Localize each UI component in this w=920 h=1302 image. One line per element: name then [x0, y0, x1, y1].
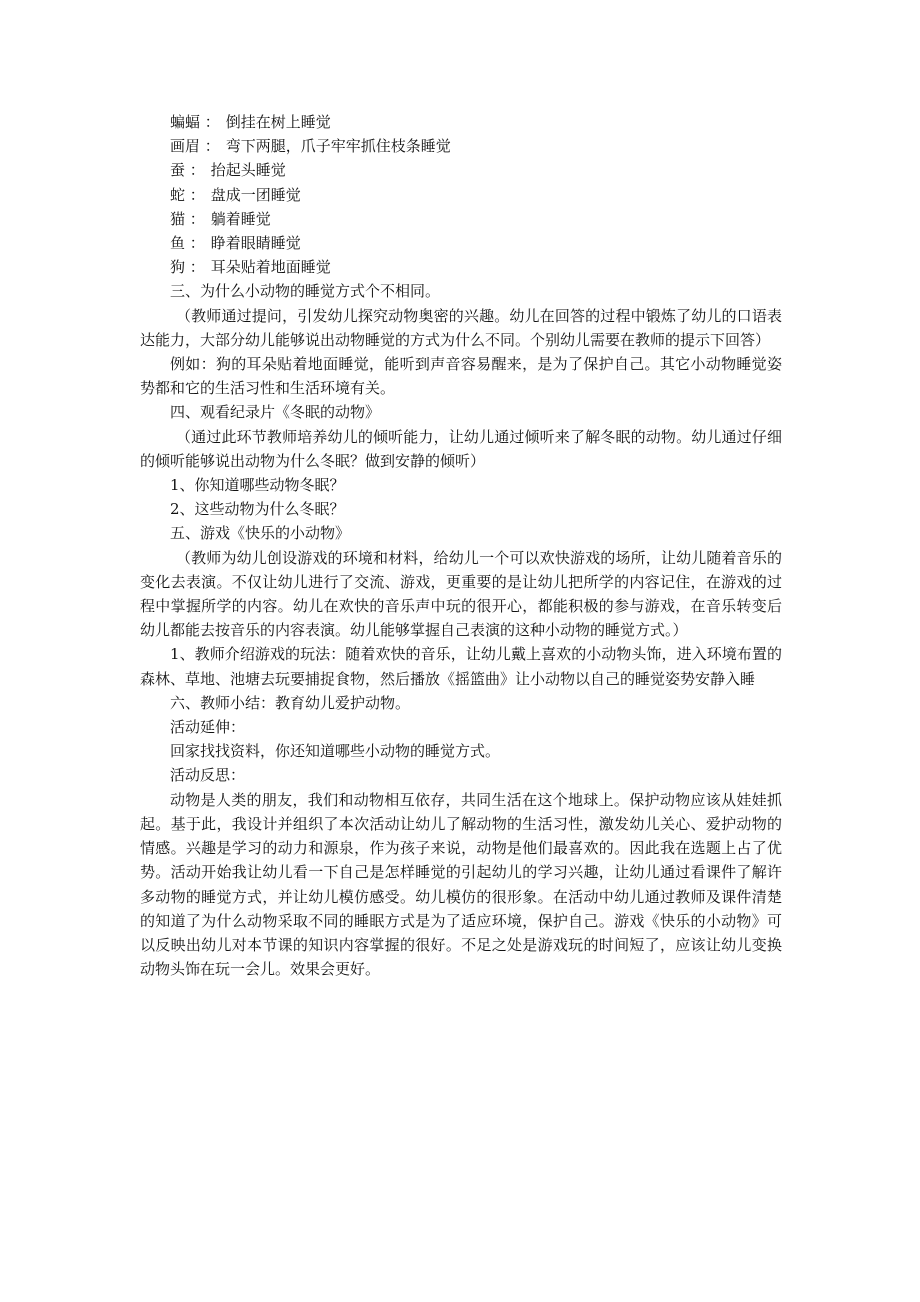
section-4-question-2: 2、这些动物为什么冬眠？ [170, 500, 345, 519]
section-5-step-1: 1、教师介绍游戏的玩法：随着欢快的音乐，让幼儿戴上喜欢的小动物头饰，进入环境布置的森林、草地、池塘去玩要捕捉食物，然后播放《摇篮曲》让小动物以自己的睡觉姿势安静入睡 [140, 645, 782, 688]
reflection-text: 动物是人类的朋友，我们和动物相互依存，共同生活在这个地球上。保护动物应该从娃娃抓起。基于此，我设计并组织了本次活动让幼儿了解动物的生活习性，激发幼儿关心、爱护动物的情感。兴趣是学习的动力和源泉，作为孩子来说，动物是他们最喜欢的。因此我在选题上占了优势。活动开始我让幼儿看一下自己是怎样睡觉的引起幼儿的学习兴趣，让幼儿通过看课件了解许多动物的睡觉方式，并让幼儿模仿感受。幼儿模仿的很形象。在活动中幼儿通过教师及课件清楚的知道了为什么动物采取不同的睡眠方式是为了适应环境，保护自己。游戏《快乐的小动物》可以反映出幼儿对本节课的知识内容掌握的很好。不足之处是游戏玩的时间短了，应该让幼儿变换动物头饰在玩一会儿。效果会更好。 [140, 790, 782, 979]
animal-item-bat [140, 110, 782, 134]
reflection-heading: 活动反思： [170, 766, 246, 785]
animal-sep: ： [185, 161, 205, 180]
animal-item-snake [140, 183, 782, 207]
animal-name: 蝙蝠 [170, 113, 201, 131]
animal-desc: 弯下两腿，爪子牢牢抓住枝条睡觉 [225, 137, 451, 156]
animal-desc: 盘成一团睡觉 [210, 185, 301, 204]
extension-heading: 活动延伸： [170, 718, 246, 737]
animal-name: 鱼 [170, 234, 186, 253]
animal-desc: 躺着睡觉 [210, 209, 271, 228]
animal-name: 画眉 [170, 137, 201, 156]
animal-sep: ： [185, 258, 205, 277]
section-4-heading: 四、观看纪录片《冬眠的动物》 [170, 403, 381, 422]
animal-item-cat [140, 207, 782, 231]
section-4-question-1: 1、你知道哪些动物冬眠？ [170, 476, 345, 495]
section-5-note: （教师为幼儿创设游戏的环境和材料，给幼儿一个可以欢快游戏的场所，让幼儿随着音乐的变化去表演。不仅让幼儿进行了交流、游戏，更重要的是让幼儿把所学的内容记住，在游戏的过程中掌握所学的内容。幼儿在欢快的音乐声中玩的很开心，都能积极的参与游戏，在音乐转变后幼儿都能去按音乐的内容表演。幼儿能够掌握自己表演的这种小动物的睡觉方式。） [140, 548, 782, 640]
animal-desc: 睁着眼睛睡觉 [210, 234, 301, 253]
animal-sep: ： [185, 234, 205, 253]
animal-name: 蛇 [170, 185, 186, 204]
section-5-heading: 五、游戏《快乐的小动物》 [170, 524, 351, 543]
animal-desc: 倒挂在树上睡觉 [225, 113, 331, 131]
animal-desc: 耳朵贴着地面睡觉 [210, 258, 331, 277]
animal-item-fish [140, 231, 782, 255]
section-3-heading: 三、为什么小动物的睡觉方式个不相同。 [170, 282, 441, 301]
extension-text: 回家找找资料，你还知道哪些小动物的睡觉方式。 [170, 742, 501, 761]
section-4-note: （通过此环节教师培养幼儿的倾听能力，让幼儿通过倾听来了解冬眠的动物。幼儿通过仔细的倾听能够说出动物为什么冬眠？做到安静的倾听） [140, 427, 782, 470]
section-6-heading: 六、教师小结：教育幼儿爱护动物。 [170, 693, 411, 712]
animal-sep: ： [200, 137, 220, 156]
animal-name: 猫 [170, 209, 186, 228]
animal-item-thrush [140, 134, 782, 158]
animal-list [140, 110, 782, 279]
animal-sep: ： [185, 209, 205, 228]
animal-sep: ： [200, 113, 220, 131]
section-3-example: 例如：狗的耳朵贴着地面睡觉，能听到声音容易醒来，是为了保护自己。其它小动物睡觉姿势都和它的生活习性和生活环境有关。 [140, 355, 782, 398]
animal-name: 蚕 [170, 161, 186, 180]
animal-item-silkworm [140, 158, 782, 182]
section-3-note: （教师通过提问，引发幼儿探究动物奥密的兴趣。幼儿在回答的过程中锻炼了幼儿的口语表达能力，大部分幼儿能够说出动物睡觉的方式为什么不同。个别幼儿需要在教师的提示下回答） [140, 306, 782, 349]
animal-sep: ： [185, 185, 205, 204]
animal-item-dog [140, 255, 782, 279]
animal-desc: 抬起头睡觉 [210, 161, 286, 180]
animal-name: 狗 [170, 258, 186, 277]
